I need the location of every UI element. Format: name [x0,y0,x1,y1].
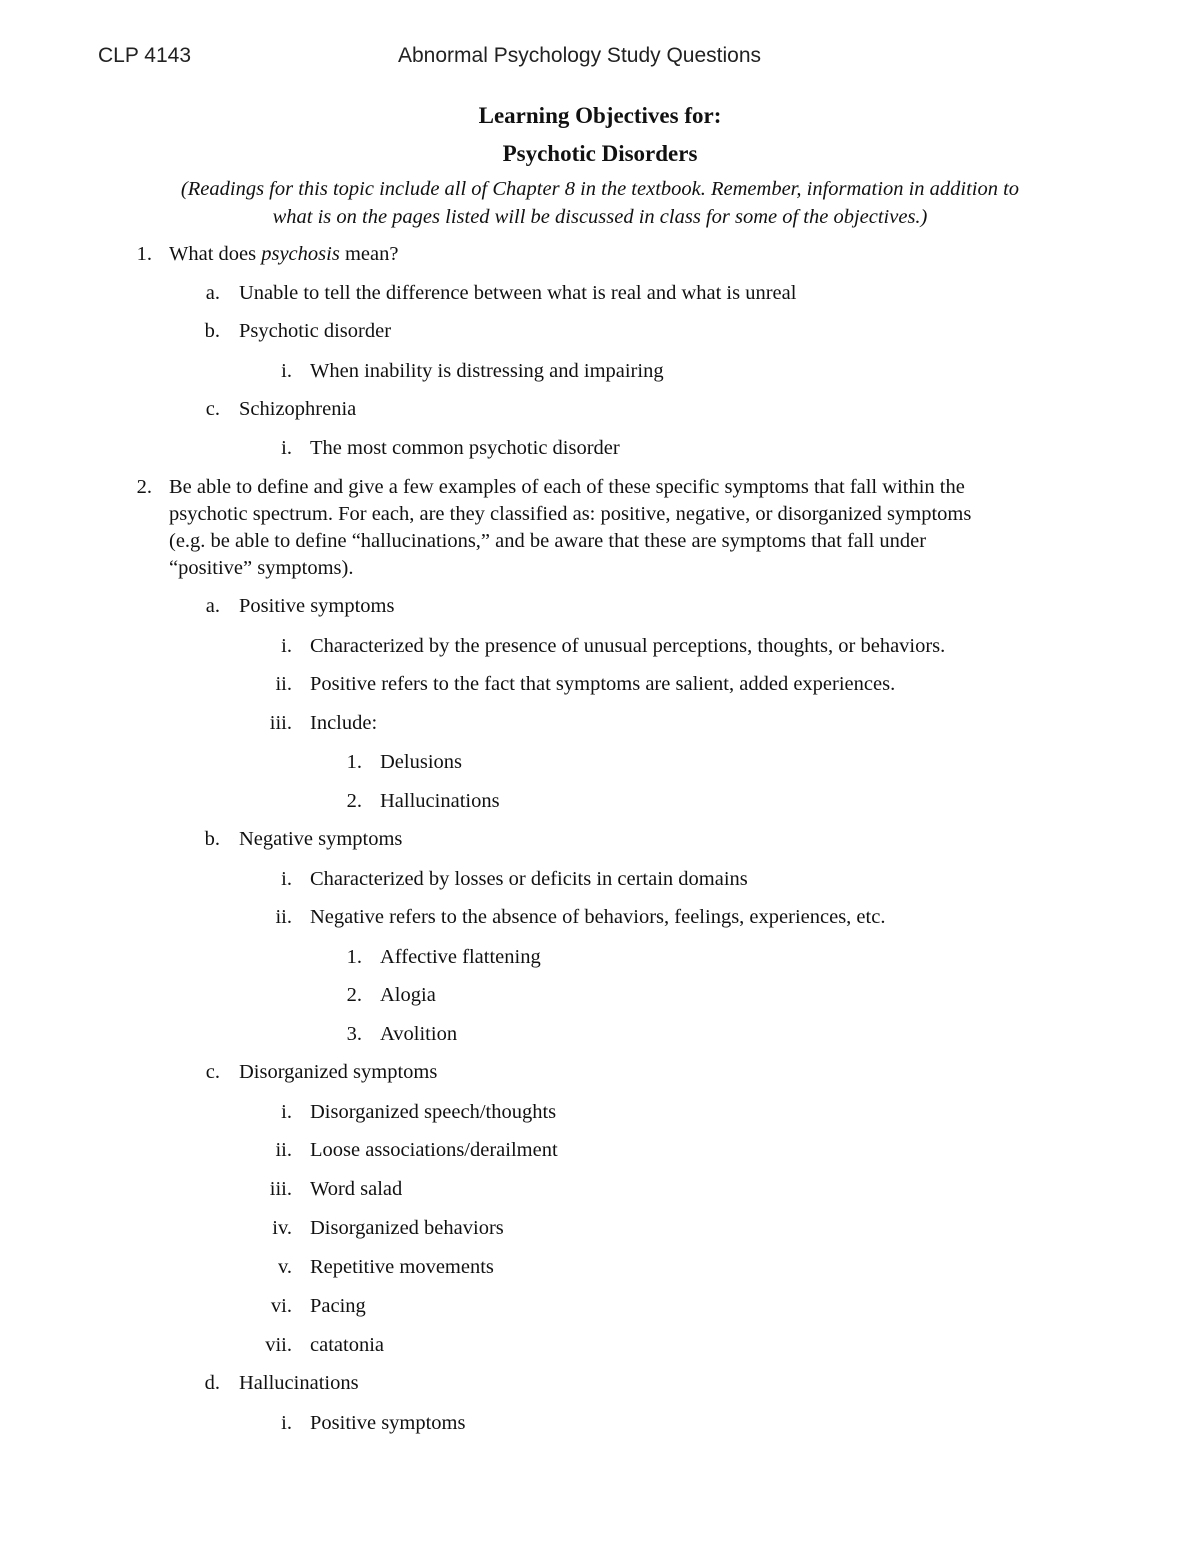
text-run: What does [169,243,262,265]
list-marker: vi. [270,1295,292,1317]
document-title: Abnormal Psychology Study Questions [398,44,762,67]
list-marker: iv. [272,1217,292,1239]
page-title: Learning Objectives for: [478,103,722,128]
list-marker: i. [281,437,292,459]
list-text: Repetitive movements [310,1256,494,1278]
list-marker: 1. [136,243,152,265]
question-line: Be able to define and give a few examples of each of these specific symptoms that fall within the [169,476,965,498]
text-run: mean? [339,243,399,265]
list-text: Loose associations/derailment [310,1139,558,1161]
list-marker: i. [281,360,292,382]
list-text: Word salad [310,1178,403,1200]
list-marker: 3. [346,1023,362,1045]
list-text: Negative refers to the absence of behaviors, feelings, experiences, etc. [310,906,886,928]
list-marker: c. [205,1061,220,1083]
italic-term: psychosis [261,243,340,265]
list-text: Negative symptoms [239,828,403,850]
list-text: Include: [310,712,378,734]
list-marker: i. [281,868,292,890]
list-marker: i. [281,635,292,657]
readings-line: what is on the pages listed will be discussed in class for some of the objectives.) [272,206,928,228]
list-text: catatonia [310,1334,384,1356]
question-text [169,474,971,582]
list-text: Unable to tell the difference between what is real and what is unreal [239,282,797,304]
list-marker: 1. [346,946,362,968]
list-text: Schizophrenia [239,398,357,420]
list-text: Psychotic disorder [239,320,392,342]
list-marker: iii. [269,1178,292,1200]
list-marker: vii. [265,1334,292,1356]
list-marker: b. [204,828,220,850]
page-subtitle: Psychotic Disorders [502,141,698,166]
list-marker: b. [204,320,220,342]
list-text: Disorganized speech/thoughts [310,1101,557,1123]
list-marker: ii. [275,1139,292,1161]
list-marker: i. [281,1412,292,1434]
page-header [0,44,1200,74]
readings-line: (Readings for this topic include all of Chapter 8 in the textbook. Remember, information in addition to [180,178,1020,200]
list-marker: v. [277,1256,292,1278]
list-text: Pacing [310,1295,366,1317]
list-marker: iii. [269,712,292,734]
list-text: Positive refers to the fact that symptoms are salient, added experiences. [310,673,896,695]
list-marker: d. [204,1372,220,1394]
question-line: psychotic spectrum. For each, are they classified as: positive, negative, or disorganized symptoms [169,503,972,525]
list-text: Characterized by the presence of unusual perceptions, thoughts, or behaviors. [310,635,946,657]
list-text: Affective flattening [380,946,541,968]
list-marker: ii. [275,906,292,928]
list-marker: a. [205,282,220,304]
list-text: Alogia [380,984,436,1006]
list-text: Disorganized symptoms [239,1061,438,1083]
list-marker: 2. [136,476,152,498]
list-text: Disorganized behaviors [310,1217,504,1239]
list-text: Avolition [380,1023,458,1045]
list-text: The most common psychotic disorder [310,437,620,459]
list-marker: a. [205,595,220,617]
list-marker: 2. [346,790,362,812]
list-text: Positive symptoms [310,1412,466,1434]
question-line: “positive” symptoms). [169,557,354,579]
list-marker: ii. [275,673,292,695]
list-text: Hallucinations [380,790,500,812]
question-line: (e.g. be able to define “hallucinations,” and be aware that these are symptoms that fall under [169,530,927,552]
list-text: Positive symptoms [239,595,395,617]
list-text: When inability is distressing and impairing [310,360,664,382]
list-marker: 1. [346,751,362,773]
list-text: Hallucinations [239,1372,359,1394]
list-marker: i. [281,1101,292,1123]
list-marker: c. [205,398,220,420]
list-text: Characterized by losses or deficits in certain domains [310,868,748,890]
list-text: Delusions [380,751,462,773]
question-text [169,241,398,268]
list-marker: 2. [346,984,362,1006]
course-code: CLP 4143 [98,44,192,67]
readings-note [100,175,1100,231]
